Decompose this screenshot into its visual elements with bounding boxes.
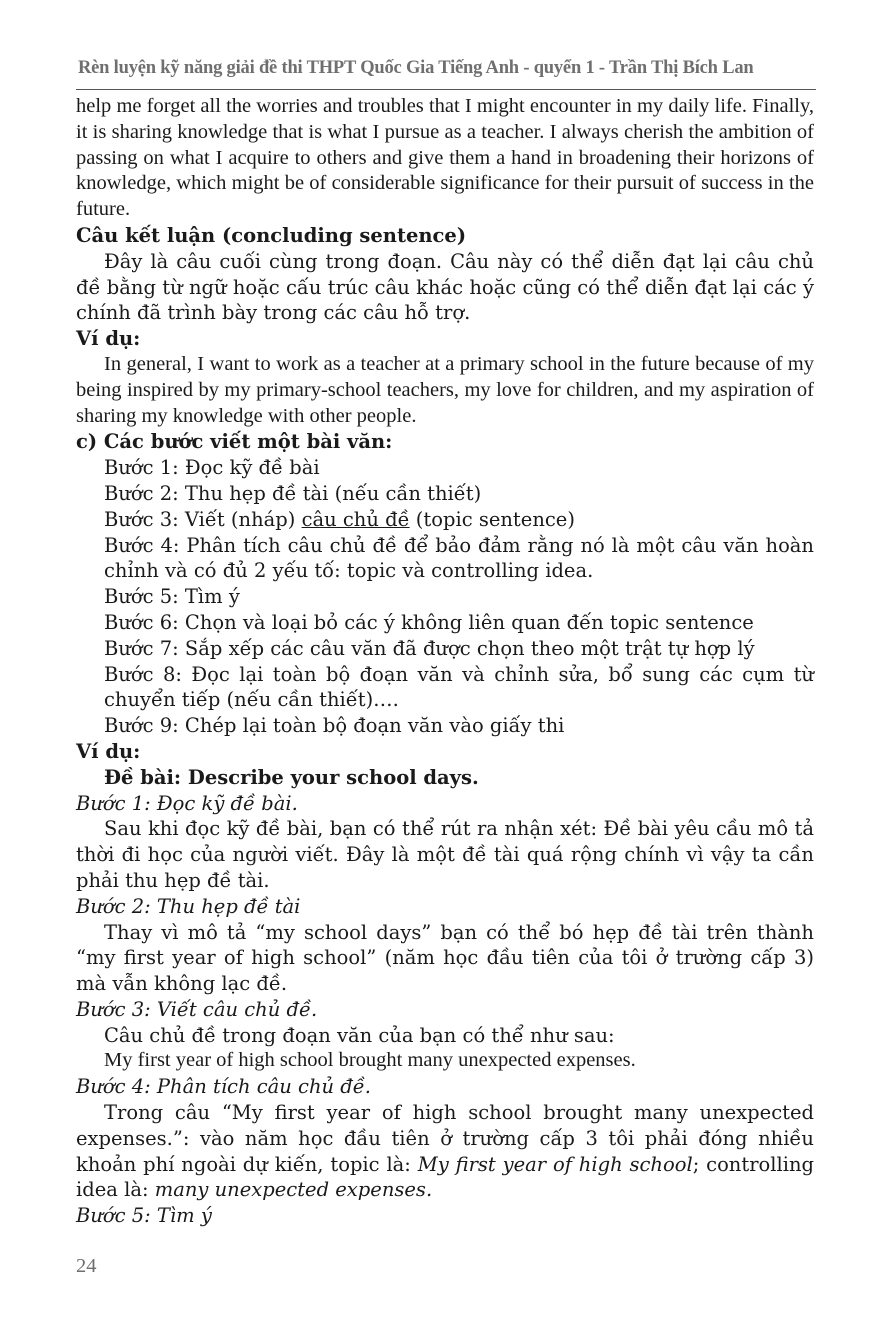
- concluding-heading: Câu kết luận (concluding sentence): [76, 223, 467, 247]
- step-3-prefix: Bước 3: Viết (nháp): [104, 507, 302, 531]
- step-item: Bước 2: Thu hẹp đề tài (nếu cần thiết): [104, 481, 482, 505]
- example-label: Ví dụ:: [76, 327, 141, 351]
- assignment-title: Đề bài: Describe your school days.: [104, 765, 479, 789]
- step-3-sentence: My first year of high school brought many unexpected expenses.: [104, 1049, 636, 1072]
- step-item: Bước 4: Phân tích câu chủ đề để bảo đảm rằng nó là một câu văn hoàn chỉnh và có đủ 2 yếu tố: topic và controlling idea.: [104, 533, 814, 583]
- concluding-example: In general, I want to work as a teacher at a primary school in the future because of my being inspired by my primary-school teachers, my love for children, and my aspiration of sharing my knowledge with other people.: [76, 352, 814, 427]
- step-5-title: Bước 5: Tìm ý: [76, 1204, 212, 1228]
- paragraph-continued: help me forget all the worries and troubles that I might encounter in my daily life. Finally, it is sharing knowledge that is what I pursue as a teacher. I always cherish the ambition of passing on what I acquire to others and give them a hand in broadening their horizons of knowledge, which might be of considerable significance for their pursuit of success in the future.: [76, 95, 814, 221]
- step-item: [76, 507, 814, 533]
- page-content: [76, 94, 814, 1229]
- step-4-title: Bước 4: Phân tích câu chủ đề.: [76, 1075, 371, 1099]
- step-4-text-a: Trong câu “My first year of high school brought many unexpected expenses.”: vào năm học đầu tiên ở trường cấp 3 tôi phải đóng nhiều khoản phí ngoài dự kiến, topic là:: [76, 1101, 814, 1176]
- step-item: Bước 5: Tìm ý: [104, 585, 240, 609]
- step-item: Bước 9: Chép lại toàn bộ đoạn văn vào giấy thi: [104, 714, 565, 738]
- step-item: Bước 8: Đọc lại toàn bộ đoạn văn và chỉnh sửa, bổ sung các cụm từ chuyển tiếp (nếu cần thiết)….: [104, 662, 814, 712]
- topic-phrase: My first year of high school: [417, 1152, 693, 1176]
- step-4-text: [76, 1100, 814, 1203]
- steps-heading: c) Các bước viết một bài văn:: [76, 430, 393, 454]
- step-item: Bước 6: Chọn và loại bỏ các ý không liên quan đến topic sentence: [104, 610, 754, 634]
- step-2-title: Bước 2: Thu hẹp đề tài: [76, 894, 301, 918]
- step-1-title: Bước 1: Đọc kỹ đề bài.: [76, 791, 298, 815]
- step-3-title: Bước 3: Viết câu chủ đề.: [76, 997, 318, 1021]
- controlling-idea-phrase: many unexpected expenses.: [154, 1178, 433, 1202]
- running-header: Rèn luyện kỹ năng giải đề thi THPT Quốc Gia Tiếng Anh - quyển 1 - Trần Thị Bích Lan: [78, 58, 754, 78]
- example-label: Ví dụ:: [76, 739, 141, 763]
- concluding-description: Đây là câu cuối cùng trong đoạn. Câu này có thể diễn đạt lại câu chủ đề bằng từ ngữ hoặc cấu trúc câu khác hoặc cũng có thể diễn đạt lại các ý chính đã trình bày trong các câu hỗ trợ.: [76, 249, 814, 325]
- step-2-text: Thay vì mô tả “my school days” bạn có thể bó hẹp đề tài trên thành “my first year of high school” (năm học đầu tiên của tôi ở trường cấp 3) mà vẫn không lạc đề.: [76, 920, 814, 996]
- step-3-suffix: (topic sentence): [409, 507, 575, 531]
- header-divider: [76, 89, 816, 90]
- step-item: Bước 7: Sắp xếp các câu văn đã được chọn theo một trật tự hợp lý: [104, 636, 755, 660]
- step-item: Bước 1: Đọc kỹ đề bài: [104, 456, 320, 480]
- step-1-text: Sau khi đọc kỹ đề bài, bạn có thể rút ra nhận xét: Đề bài yêu cầu mô tả thời đi học của người viết. Đây là một đề tài quá rộng chính vì vậy ta cần phải thu hẹp đề tài.: [76, 817, 814, 892]
- page-number: 24: [76, 1255, 97, 1277]
- topic-sentence-link: câu chủ đề: [301, 507, 410, 531]
- step-4-text-b: ; controlling idea là:: [76, 1152, 815, 1202]
- step-3-text: Câu chủ đề trong đoạn văn của bạn có thể như sau:: [104, 1023, 615, 1047]
